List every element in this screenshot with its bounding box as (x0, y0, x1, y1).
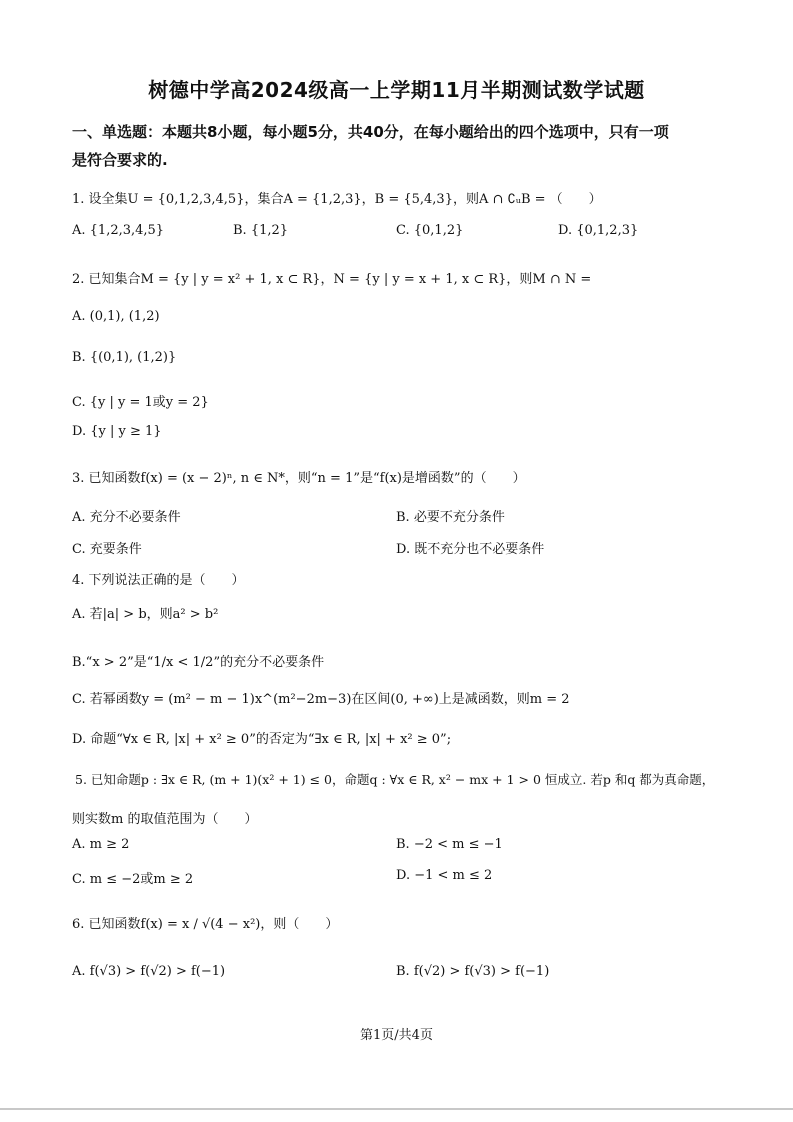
question-1-option-b: B. {1,2} (233, 223, 289, 238)
section-heading (72, 118, 732, 174)
question-1-option-d: D. {0,1,2,3} (558, 223, 639, 238)
question-3-option-d: D. 既不充分也不必要条件 (396, 542, 545, 557)
question-1-stem: 1. 设全集U = {0,1,2,3,4,5}，集合A = {1,2,3}，B = {5,4,3}，则A ∩ ∁ᵤB = （ ） (72, 192, 602, 207)
question-3-option-b: B. 必要不充分条件 (396, 510, 505, 525)
question-1-option-a: A. {1,2,3,4,5} (72, 223, 165, 238)
question-5-option-a: A. m ≥ 2 (72, 837, 130, 852)
question-3-option-c: C. 充要条件 (72, 542, 142, 557)
question-5-option-c: C. m ≤ −2或m ≥ 2 (72, 872, 194, 887)
question-4-option-b: B.“x > 2”是“1/x < 1/2”的充分不必要条件 (72, 655, 325, 670)
question-5-option-b: B. −2 < m ≤ −1 (396, 837, 503, 852)
question-6-option-b: B. f(√2) > f(√3) > f(−1) (396, 964, 550, 979)
question-4-stem: 4. 下列说法正确的是（ ） (72, 573, 245, 588)
page-footer: 第1页/共4页 (360, 1028, 433, 1043)
question-5-option-d: D. −1 < m ≤ 2 (396, 868, 493, 883)
question-5-stem: 5. 已知命题p : ∃x ∈ R, (m + 1)(x² + 1) ≤ 0，命题q : ∀x ∈ R, x² − mx + 1 > 0 恒成立. 若p 和q 都为真命题， (75, 772, 715, 787)
question-2-option-c: C. {y | y = 1或y = 2} (72, 395, 209, 410)
exam-title: 树德中学高2024级高一上学期11月半期测试数学试题 (148, 78, 645, 102)
section-heading-line2: 是符合要求的. (72, 151, 168, 169)
question-1-option-c: C. {0,1,2} (396, 223, 464, 238)
question-4-option-d: D. 命题“∀x ∈ R, |x| + x² ≥ 0”的否定为“∃x ∈ R, |x| + x² ≥ 0”; (72, 732, 452, 747)
section-heading-line1: 一、单选题：本题共8小题，每小题5分，共40分，在每小题给出的四个选项中，只有一项 (72, 123, 669, 141)
question-4-option-a: A. 若|a| > b，则a² > b² (72, 607, 219, 622)
question-3-stem: 3. 已知函数f(x) = (x − 2)ⁿ, n ∈ N*，则“n = 1”是“f(x)是增函数”的（ ） (72, 471, 526, 486)
question-2-option-a: A. (0,1), (1,2) (72, 309, 160, 324)
page-bottom-rule (0, 1108, 793, 1110)
question-6-stem: 6. 已知函数f(x) = x / √(4 − x²)，则（ ） (72, 917, 339, 932)
question-3-option-a: A. 充分不必要条件 (72, 510, 181, 525)
question-5-stem-continued: 则实数m 的取值范围为（ ） (72, 812, 258, 827)
question-6-option-a: A. f(√3) > f(√2) > f(−1) (72, 964, 226, 979)
question-4-option-c: C. 若幂函数y = (m² − m − 1)x^(m²−2m−3)在区间(0, +∞)上是减函数，则m = 2 (72, 692, 570, 707)
question-2-option-d: D. {y | y ≥ 1} (72, 424, 162, 439)
question-2-option-b: B. {(0,1), (1,2)} (72, 350, 177, 365)
question-2-stem: 2. 已知集合M = {y | y = x² + 1, x ⊂ R}，N = {y | y = x + 1, x ⊂ R}，则M ∩ N = (72, 272, 592, 287)
